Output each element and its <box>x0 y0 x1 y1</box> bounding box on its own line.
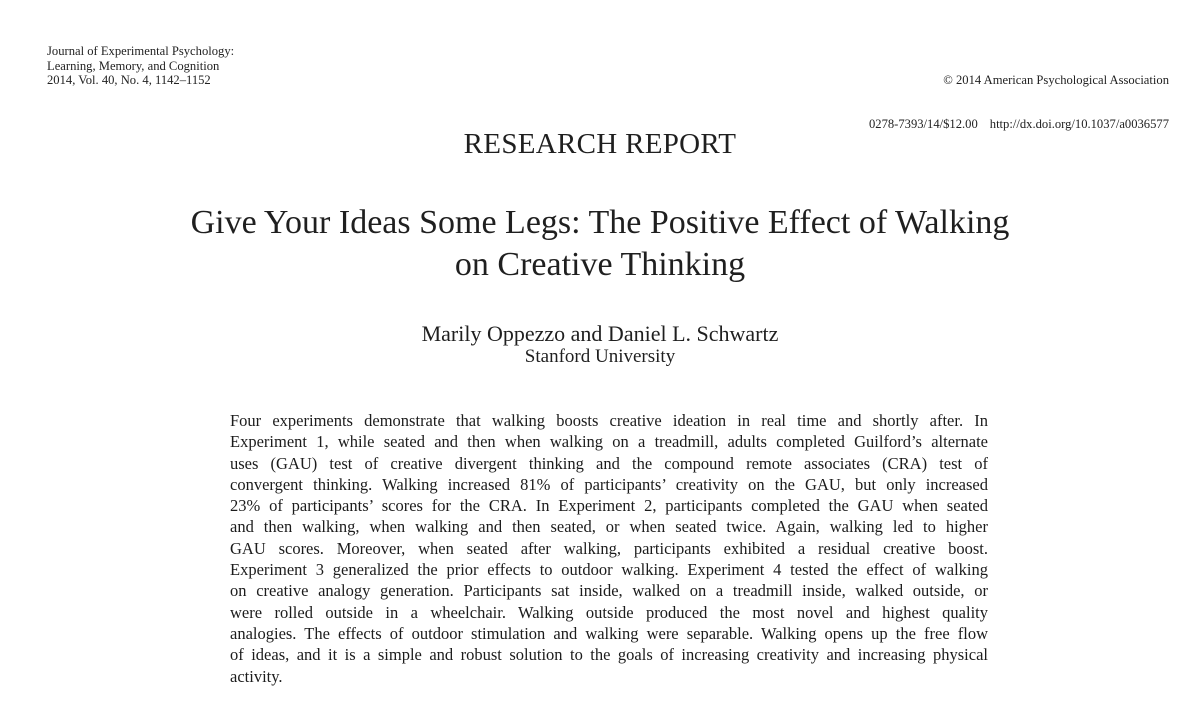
paper-title-line: on Creative Thinking <box>454 246 746 283</box>
abstract-line: Experiment 3 generalized the prior effects to outdoor walking. Experiment 4 tested the effect of walking <box>230 560 988 580</box>
paper-title <box>100 202 1100 286</box>
abstract-line: Four experiments demonstrate that walking boosts creative ideation in real time and shortly after. In <box>230 411 988 430</box>
journal-header <box>47 44 234 88</box>
price-code: 0278-7393/14/$12.00 <box>868 116 978 131</box>
authors: Marily Oppezzo and Daniel L. Schwartz <box>421 321 779 346</box>
journal-header-line: Journal of Experimental Psychology: <box>47 44 235 58</box>
abstract-line: 23% of participants’ scores for the CRA. In Experiment 2, participants completed the GAU when seated <box>230 496 988 516</box>
abstract-line: and then walking, when walking and then seated, or when seated twice. Again, walking led to higher <box>230 517 988 537</box>
abstract-line: uses (GAU) test of creative divergent thinking and the compound remote associates (CRA) test of <box>230 453 988 473</box>
doi-link[interactable]: http://dx.doi.org/10.1037/a0036577 <box>989 116 1169 131</box>
abstract-line: activity. <box>230 666 283 686</box>
paper-title-line: Give Your Ideas Some Legs: The Positive Effect of Walking <box>190 204 1010 241</box>
abstract-line: were rolled outside in a wheelchair. Walking outside produced the most novel and highest quality <box>230 602 988 622</box>
journal-header-line: 2014, Vol. 40, No. 4, 1142–1152 <box>47 73 211 87</box>
abstract-line: on creative analogy generation. Participants sat inside, walked on a treadmill inside, walked outside, or <box>230 581 988 601</box>
abstract <box>230 410 988 687</box>
affiliation: Stanford University <box>524 346 676 367</box>
abstract-line: Experiment 1, while seated and then when walking on a treadmill, adults completed Guilford’s alternate <box>230 432 988 452</box>
abstract-line: analogies. The effects of outdoor stimulation and walking were separable. Walking opens up the free flow <box>230 623 988 643</box>
abstract-line: GAU scores. Moreover, when seated after walking, participants exhibited a residual creative boost. <box>230 538 988 558</box>
copyright-notice: © 2014 American Psychological Association <box>943 73 1169 87</box>
journal-header-line: Learning, Memory, and Cognition <box>47 58 220 73</box>
section-label: RESEARCH REPORT <box>463 128 737 160</box>
abstract-line: of ideas, and it is a simple and robust solution to the goals of increasing creativity and increasing physical <box>230 645 988 665</box>
abstract-line: convergent thinking. Walking increased 81% of participants’ creativity on the GAU, but only increased <box>230 474 988 494</box>
